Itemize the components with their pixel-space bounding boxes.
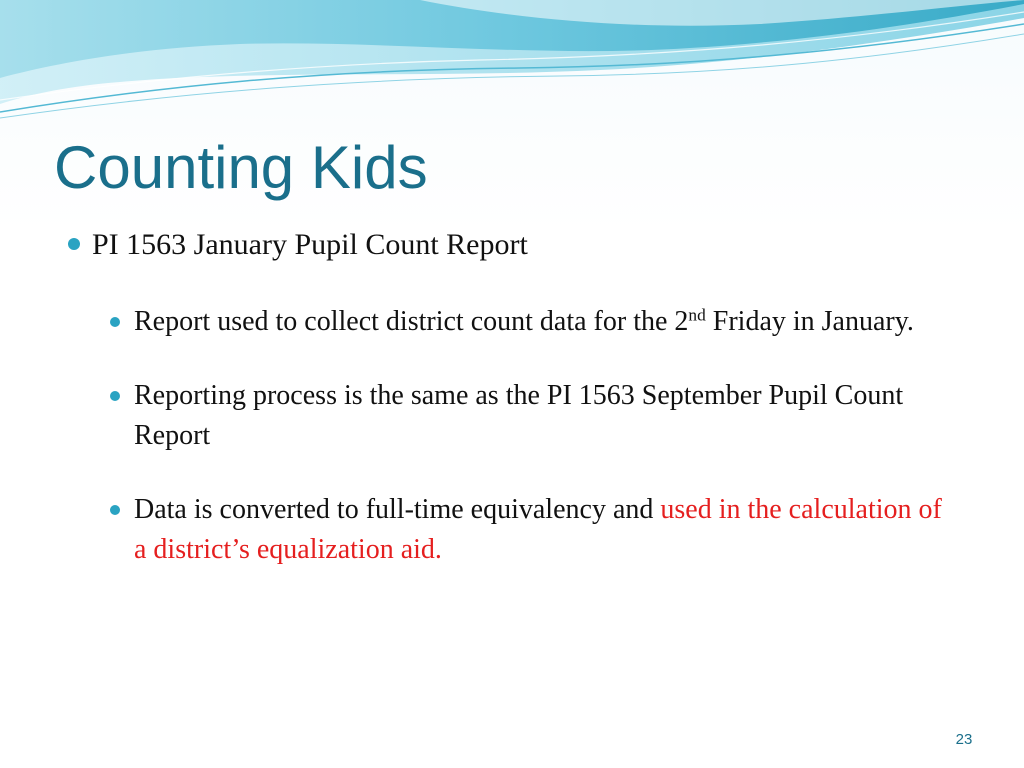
sub-bullet-text: Report used to collect district count data for the 2	[134, 306, 689, 337]
sub-bullet-text-continued: Friday in January.	[705, 306, 914, 337]
bullet-dot-icon	[110, 317, 120, 327]
bullet-dot-icon	[110, 391, 120, 401]
bullet-dot-icon	[68, 238, 80, 250]
slide-number: 23	[955, 731, 973, 748]
highlighted-text: used in the calculation of a district’s equalization aid.	[134, 494, 942, 565]
sub-bullet-item	[106, 302, 944, 342]
bullet-text: PI 1563 January Pupil Count Report	[92, 228, 528, 261]
slide-title: Counting Kids	[54, 134, 428, 201]
bullet-list	[64, 222, 964, 570]
sub-bullet-text: Reporting process is the same as the PI 1563 September Pupil Count Report	[134, 380, 904, 451]
bullet-dot-icon	[110, 505, 120, 515]
wave-header-decoration	[0, 0, 1024, 130]
ordinal-superscript: nd	[688, 305, 706, 325]
sub-bullet-list	[92, 302, 964, 570]
sub-bullet-item	[106, 490, 944, 570]
bullet-item	[64, 222, 964, 570]
sub-bullet-text: Data is converted to full-time equivalency and	[134, 494, 661, 525]
sub-bullet-item	[106, 376, 944, 456]
